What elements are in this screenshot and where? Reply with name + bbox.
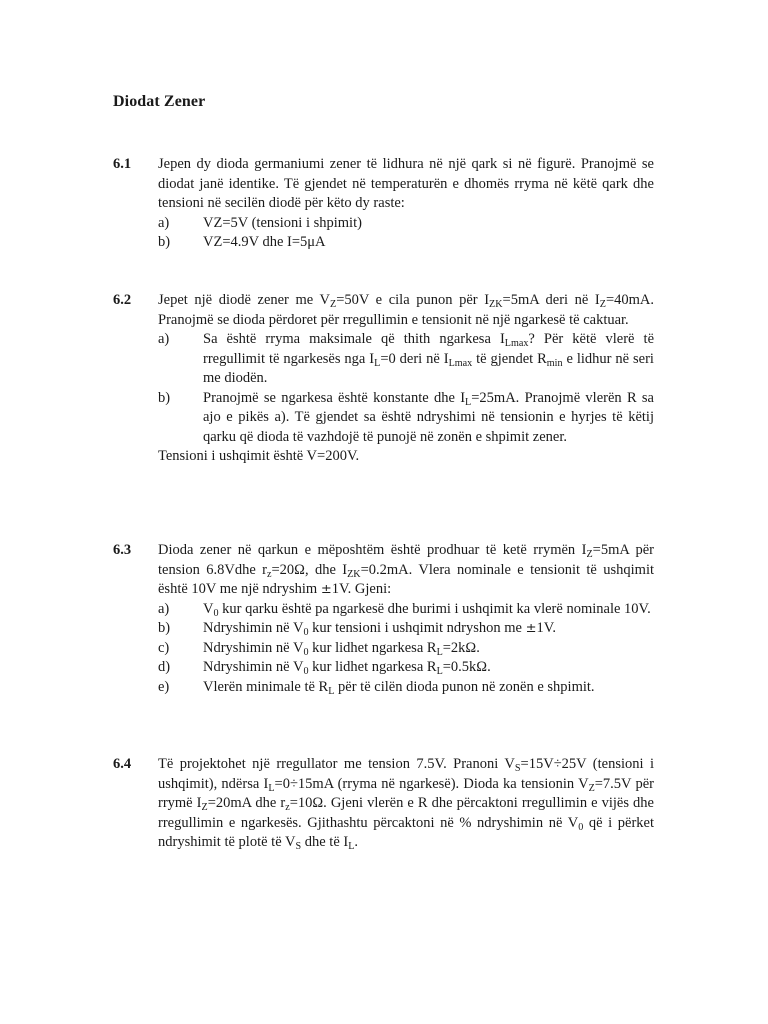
problem-text: Të projektohet një rregullator me tension 7.5V. Pranoni $V_S=15V\div 25V$ (tensioni i ushqimit), ndërsa $I_L=0\div 15mA$ (rryma në ngarkesë). Dioda ka tensionin $V_Z=7.5V$ për rrymë $I_Z=20mA$ dhe $r_z=10\Omega$. Gjeni vlerën e R dhe përcaktoni rregullimin e vijës dhe rregullimin e ngarkesës. Gjithashtu përcaktoni në % ndryshimin në $V_0$ që i përket ndryshimit të plotë të $V_S$ dhe të $I_L$.: [158, 756, 655, 852]
list-item: [158, 619, 654, 639]
list-item: [158, 214, 654, 234]
item-text: Ndryshimin në $V_0$ kur tensioni i ushqimit ndryshon me ±1V.: [203, 620, 557, 638]
item-label: b): [158, 389, 171, 406]
problem-text: Jepet një diodë zener me $V_Z=50V$ e cila punon për $I_{ZK}=5mA$ deri në $I_Z=40mA$. Pranojmë se dioda përdoret për rregullimin e tensionit në një ngarkesë të caktuar.: [158, 292, 654, 328]
problem-text: Jepen dy dioda germaniumi zener të lidhura në një qark si në figurë. Pranojmë se diodat janë identike. Të gjendet në temperaturën e dhomës rryma në këtë qark dhe tensioni në secilën diodë për këto dy raste:: [158, 156, 654, 211]
problem-number: 6.3: [113, 542, 132, 558]
item-text: VZ=4.9V dhe I=5μA: [203, 234, 326, 250]
item-label: e): [158, 678, 170, 695]
list-item: [158, 600, 654, 620]
item-text: Sa është rryma maksimale që thith ngarkesa $I_{Lmax}$? Për këtë vlerë të rregullimit të ngarkesës nga $I_L=0$ deri në $I_{Lmax}$ të gjendet $R_{min}$ e lidhur në seri me diodën.: [203, 331, 655, 386]
problem-number: 6.1: [113, 156, 132, 172]
item-label: a): [158, 331, 170, 347]
problem-6-2: [113, 291, 655, 467]
problem-number: 6.4: [113, 756, 132, 772]
item-label: d): [158, 659, 171, 675]
list-item: [158, 389, 654, 448]
problem-6-1: [113, 155, 655, 253]
item-text: $V_0$ kur qarku është pa ngarkesë dhe burimi i ushqimit ka vlerë nominale 10V.: [203, 600, 651, 619]
list-item: [158, 658, 654, 678]
item-text: Vlerën minimale të $R_L$ për të cilën dioda punon në zonën e shpimit.: [203, 678, 595, 697]
item-text: Ndryshimin në $V_0$ kur lidhet ngarkesa $R_L=2k\Omega$.: [203, 639, 480, 658]
list-item: [158, 639, 654, 659]
list-item: [158, 678, 654, 698]
problem-outro: Tensioni i ushqimit është V=200V.: [158, 448, 360, 464]
page-title: Diodat Zener: [113, 93, 206, 110]
item-text: Pranojmë se ngarkesa është konstante dhe $I_L=25mA$. Pranojmë vlerën R sa ajo e pikës a). Të gjendet sa është ndryshimi në tensionin e hyrjes të këtij qarku që dioda të vazhdojë të punojë në zonën e shpimit zener.: [203, 389, 654, 445]
problem-6-4: [113, 755, 655, 853]
item-label: a): [158, 600, 170, 617]
item-label: b): [158, 234, 171, 250]
list-item: [158, 233, 654, 253]
problem-text: Dioda zener në qarkun e mëposhtëm është prodhuar të ketë rrymën $I_Z=5mA$ për tension 6.8Vdhe $r_z=20\Omega$, dhe $I_{ZK}=0.2mA$. Vlera nominale e tensionit të ushqimit është 10V me një ndryshim ±1V. Gjeni:: [158, 542, 654, 597]
item-label: b): [158, 620, 171, 636]
item-text: Ndryshimin në $V_0$ kur lidhet ngarkesa $R_L=0.5k\Omega$.: [203, 659, 491, 677]
item-label: c): [158, 639, 170, 656]
item-label: a): [158, 214, 170, 231]
item-text: VZ=5V (tensioni i shpimit): [203, 214, 362, 231]
list-item: [158, 330, 654, 389]
problem-number: 6.2: [113, 292, 132, 308]
problem-6-3: [113, 541, 655, 697]
